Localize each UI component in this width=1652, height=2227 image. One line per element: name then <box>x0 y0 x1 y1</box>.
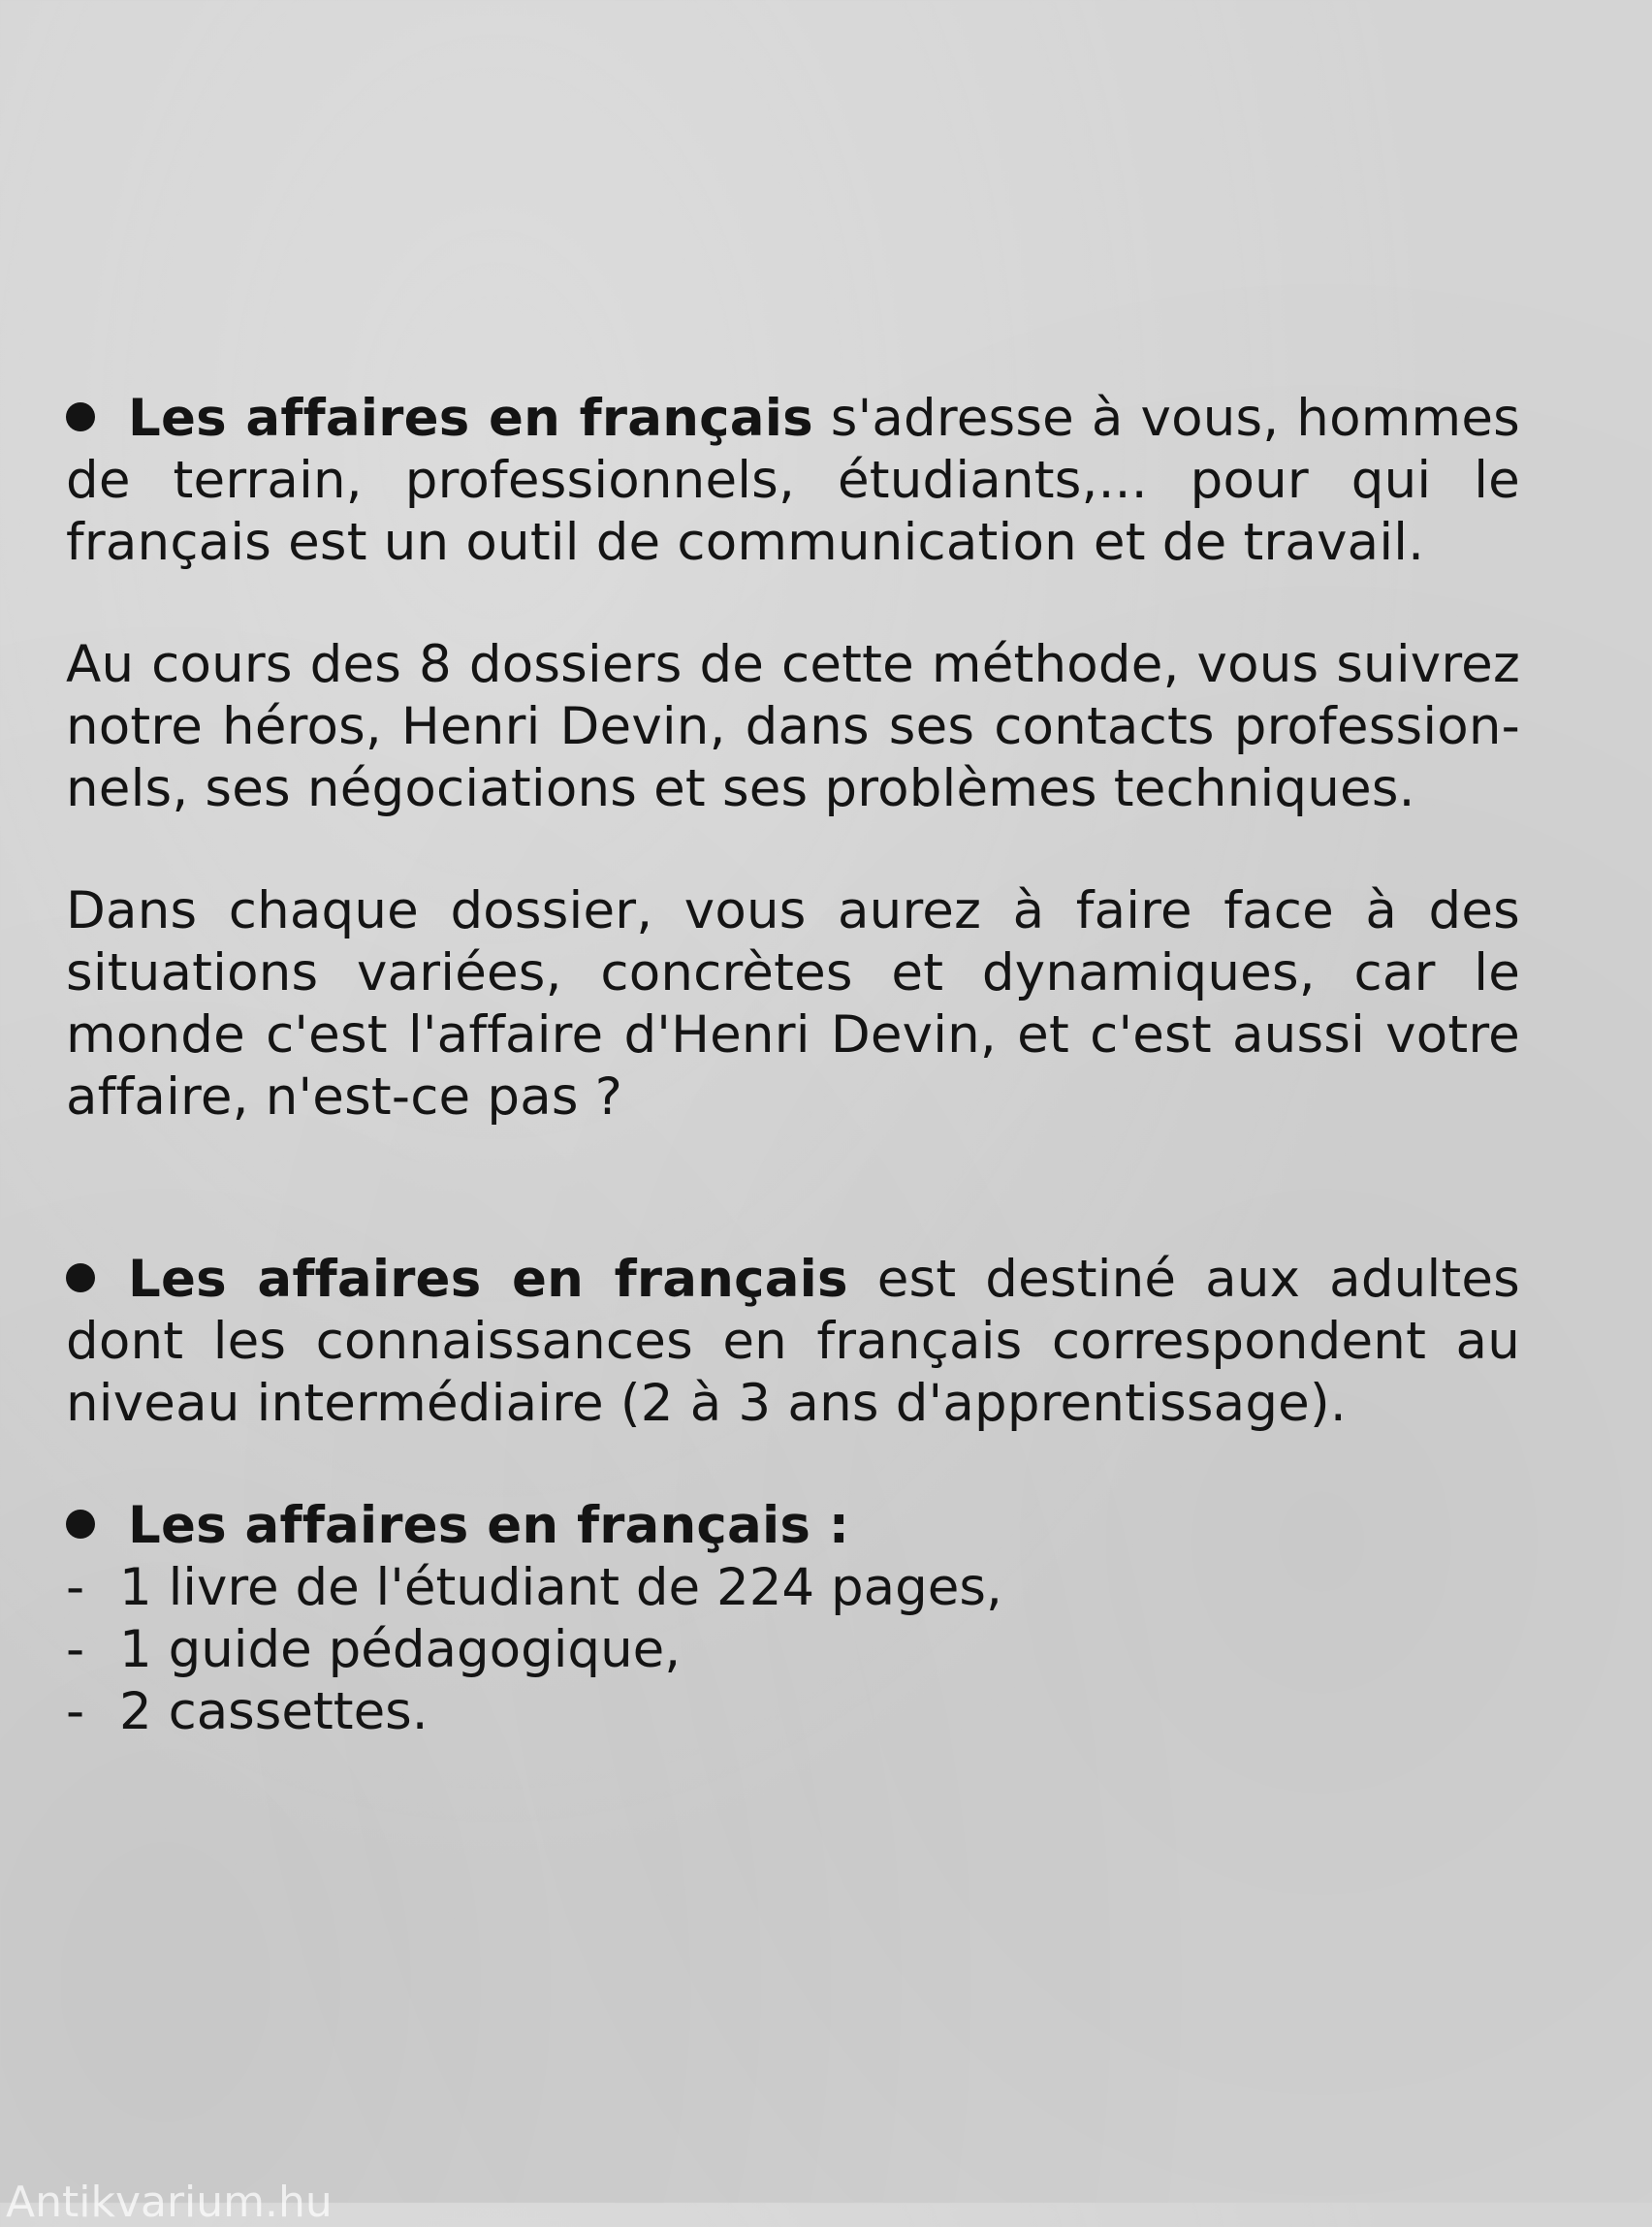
watermark: Antikvarium.hu <box>6 2178 333 2227</box>
list-item-text: 2 cassettes. <box>119 1682 429 1741</box>
book-title: Les affaires en français : <box>128 1496 850 1555</box>
situations-paragraph: Dans chaque dossier, vous aurez à faire face à des situations variées, concrètes et dynamiques, car le monde c'est l'affaire d'Henri Devin, et c'est aussi votre affaire, n'est-ce pas ? <box>66 881 1520 1127</box>
bullet-icon <box>66 1263 95 1292</box>
list-item <box>66 1619 1520 1681</box>
list-dash: - <box>66 1558 85 1617</box>
audience-text: est destiné aux adultes dont les connaissances en français correspondent au niveau intermédiaire (2 à 3 ans d'apprentissage). <box>66 1250 1520 1433</box>
intro-text: s'adresse à vous, hommes de terrain, professionnels, étudiants,... pour qui le français est un outil de communication et de travail. <box>66 389 1520 572</box>
list-dash: - <box>66 1620 85 1679</box>
list-item-text: 1 guide pédagogique, <box>119 1620 682 1679</box>
book-title: Les affaires en français <box>128 1250 848 1309</box>
dossiers-paragraph: Au cours des 8 dossiers de cette méthode, vous suivrez notre héros, Henri Devin, dans ses contacts profession- nels, ses négociations et ses problèmes techniques. <box>66 635 1520 818</box>
audience-paragraph <box>66 1249 1520 1435</box>
intro-paragraph <box>66 388 1520 574</box>
list-item <box>66 1557 1520 1619</box>
bullet-icon <box>66 402 95 431</box>
contents-heading <box>66 1495 1520 1557</box>
back-cover-text <box>66 388 1520 1743</box>
list-item <box>66 1681 1520 1743</box>
list-item-text: 1 livre de l'étudiant de 224 pages, <box>119 1558 1002 1617</box>
bullet-icon <box>66 1510 95 1539</box>
list-dash: - <box>66 1682 85 1741</box>
book-title: Les affaires en français <box>128 389 813 448</box>
contents-list <box>66 1557 1520 1743</box>
